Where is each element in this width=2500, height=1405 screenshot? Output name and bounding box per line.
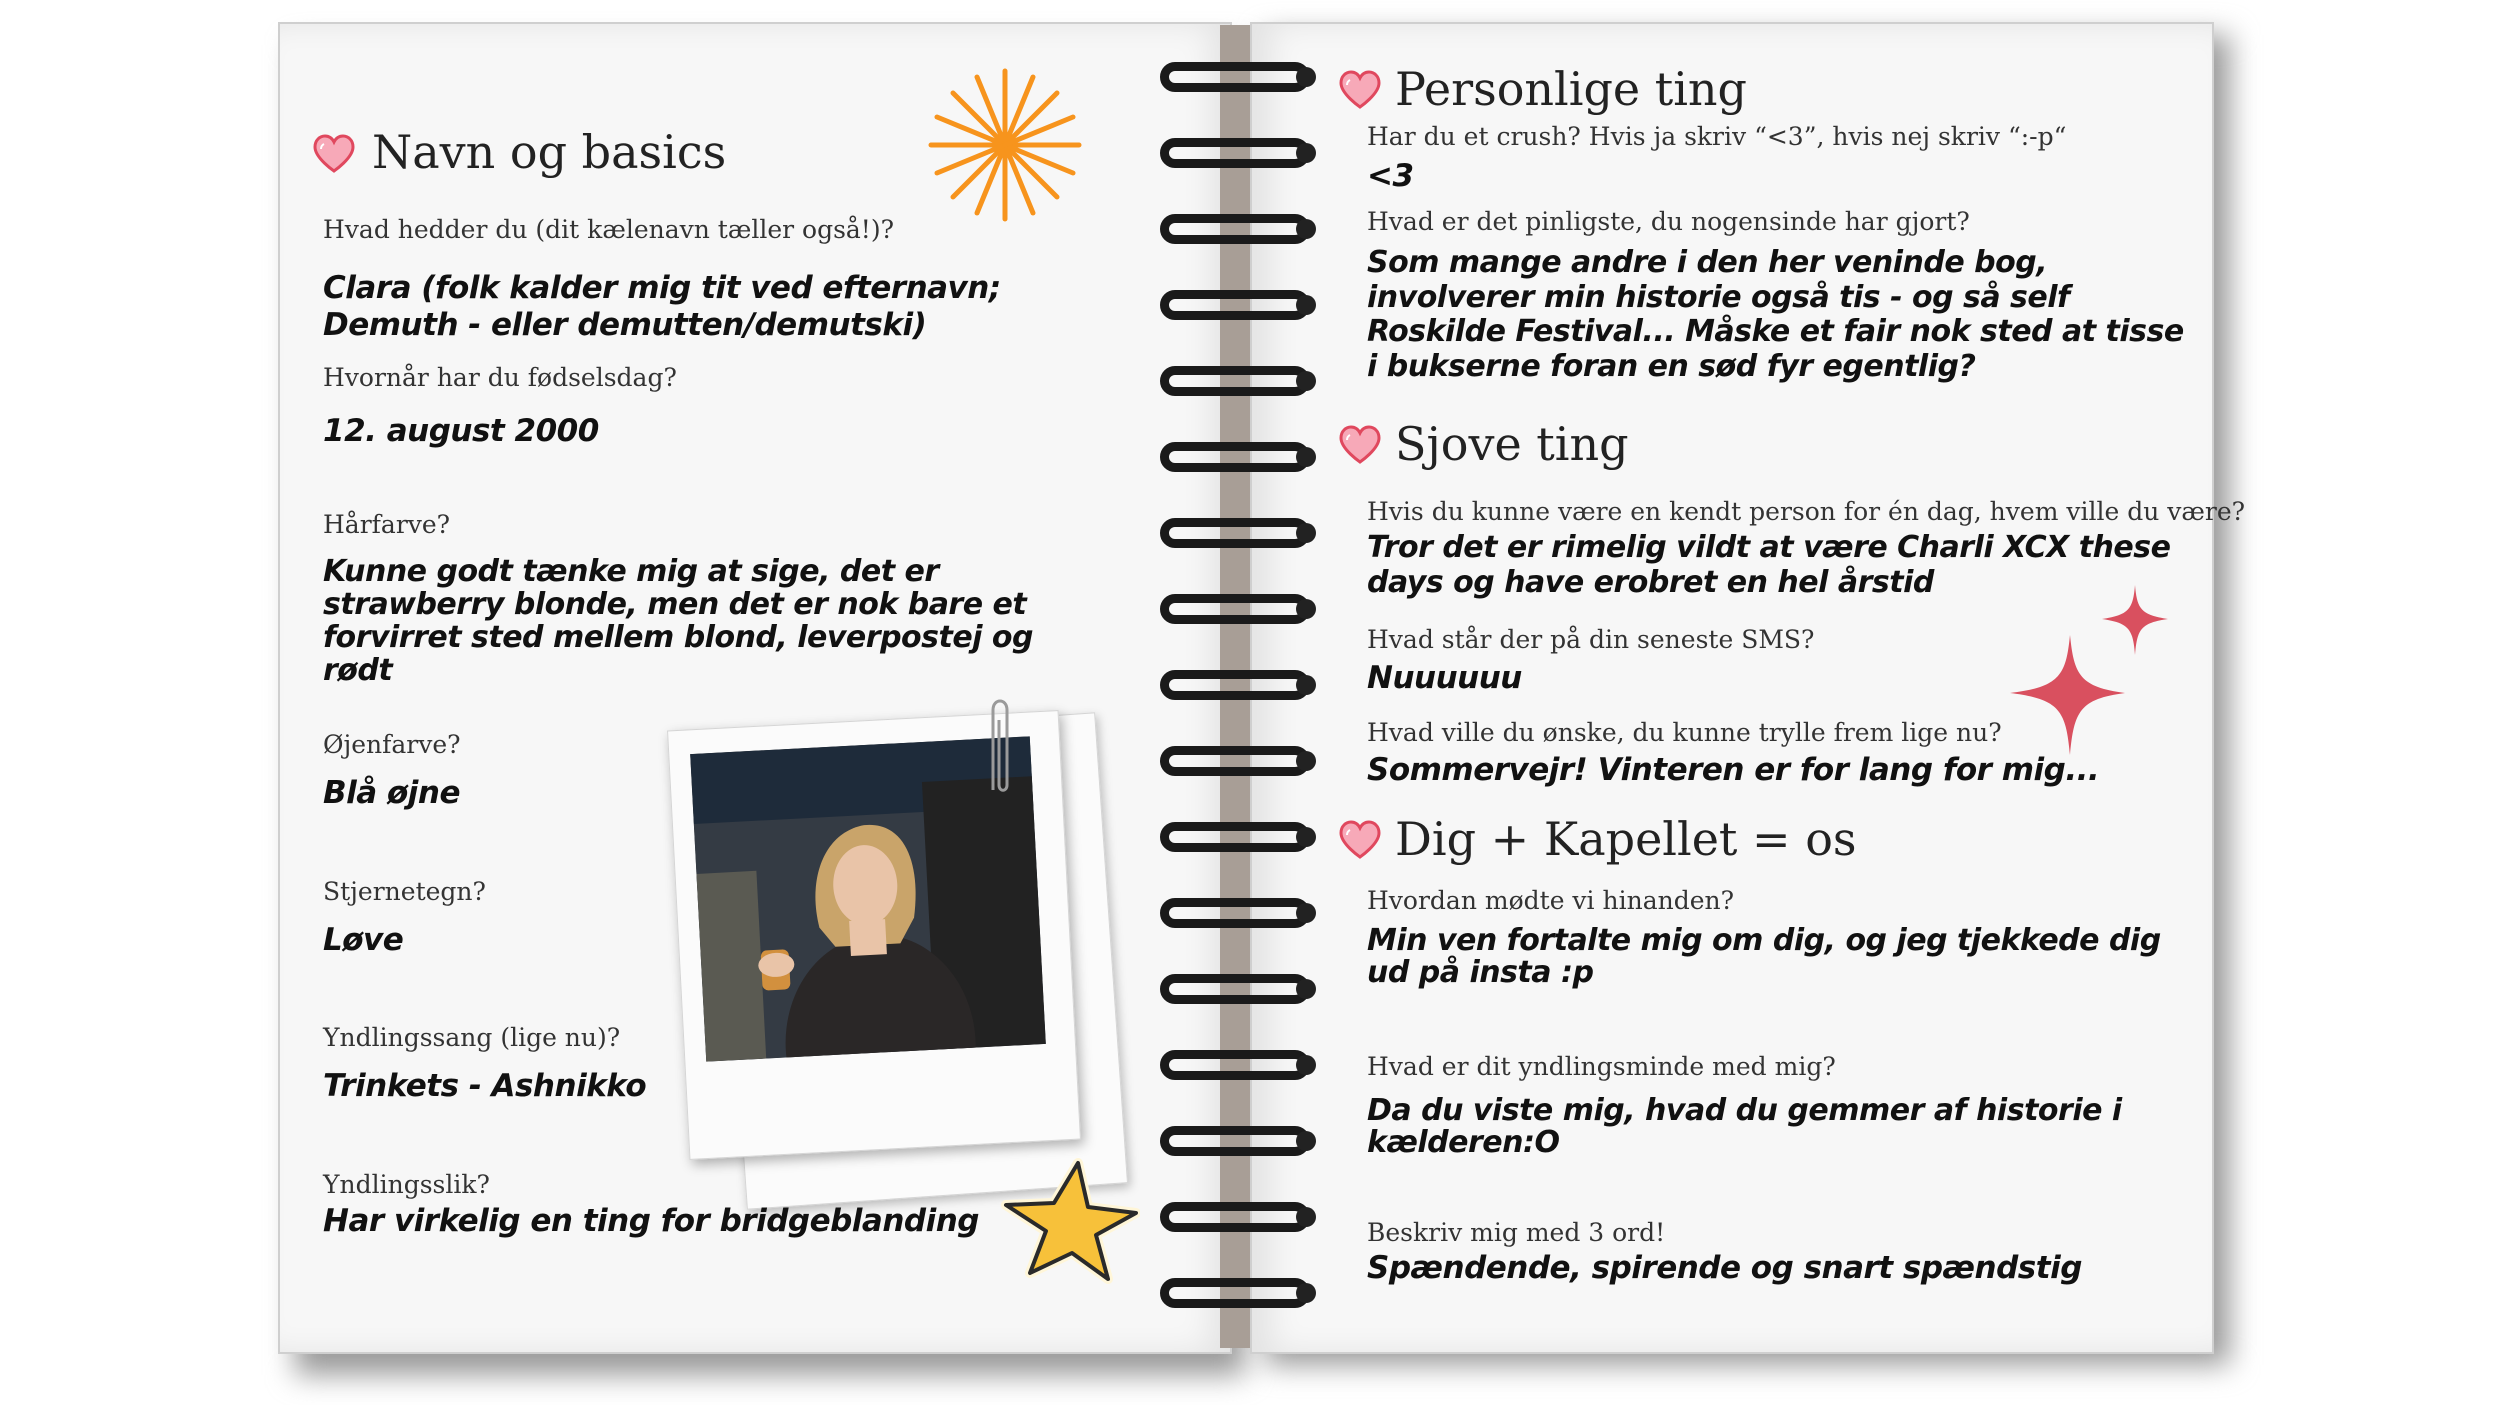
question-label: Hvornår har du fødselsdag?	[323, 363, 677, 392]
ring-hole	[1296, 67, 1316, 87]
answer-line: Clara (folk kalder mig tit ved efternavn;	[323, 270, 1001, 306]
answer-line: forvirret sted mellem blond, leverpostej og rødt	[323, 620, 1034, 688]
ring-hole	[1296, 903, 1316, 923]
question-label: Beskriv mig med 3 ord!	[1367, 1218, 1666, 1247]
section-heading: Dig + Kapellet = os	[1395, 812, 1857, 866]
answer-text	[323, 775, 723, 812]
question-label: Hårfarve?	[323, 510, 451, 539]
answer-line: Spændende, spirende og snart spændstig	[1367, 1250, 2082, 1286]
ring-hole	[1296, 1131, 1316, 1151]
ring-hole	[1296, 827, 1316, 847]
answer-text	[1367, 752, 2227, 789]
sun-burst-icon	[925, 65, 1085, 225]
question-label: Hvad står der på din seneste SMS?	[1367, 625, 1815, 654]
spiral-ring	[1160, 1202, 1310, 1232]
spiral-ring	[1160, 518, 1310, 548]
heart-icon	[312, 134, 356, 174]
answer-line: Sommervejr! Vinteren er for lang for mig...	[1367, 752, 2100, 788]
answer-line: Blå øjne	[323, 775, 460, 811]
answer-text	[1367, 530, 2227, 601]
answer-line: Har virkelig en ting for bridgeblanding	[323, 1203, 979, 1239]
answer-line: i bukserne foran en sød fyr egentlig?	[1367, 348, 1976, 384]
ring-hole	[1296, 295, 1316, 315]
answer-text	[1367, 158, 2067, 195]
answer-text	[1367, 925, 2227, 988]
answer-line: 12. august 2000	[323, 413, 599, 449]
answer-text	[1367, 1250, 2227, 1287]
answer-line: Som mange andre i den her veninde bog,	[1367, 245, 2048, 280]
question-label: Hvis du kunne være en kendt person for én dag, hvem ville du være?	[1367, 497, 2246, 526]
question-label: Hvad er det pinligste, du nogensinde har gjort?	[1367, 207, 1970, 236]
answer-line: days og have erobret en hel årstid	[1367, 565, 1934, 601]
ring-hole	[1296, 599, 1316, 619]
answer-line: ud på insta :p	[1367, 954, 1594, 990]
answer-line: Løve	[323, 922, 404, 958]
answer-text	[323, 922, 723, 959]
question-label: Hvad hedder du (dit kælenavn tæller også!)?	[323, 215, 895, 244]
sparkle-icon	[2000, 575, 2180, 775]
heart-icon	[1338, 425, 1382, 465]
section-heading: Sjove ting	[1395, 417, 1629, 471]
question-label: Yndlingssang (lige nu)?	[323, 1023, 621, 1052]
answer-line: <3	[1367, 158, 1414, 194]
ring-hole	[1296, 675, 1316, 695]
spiral-ring	[1160, 62, 1310, 92]
spiral-ring	[1160, 442, 1310, 472]
ring-hole	[1296, 523, 1316, 543]
spiral-ring	[1160, 290, 1310, 320]
spiral-ring	[1160, 214, 1310, 244]
answer-text	[323, 270, 1083, 343]
ring-hole	[1296, 143, 1316, 163]
heart-icon	[1338, 820, 1382, 860]
answer-line: Da du viste mig, hvad du gemmer af historie i	[1367, 1093, 2122, 1128]
question-label: Hvad ville du ønske, du kunne trylle frem lige nu?	[1367, 718, 2002, 747]
section-heading: Personlige ting	[1395, 62, 1748, 116]
heart-icon	[1338, 70, 1382, 110]
answer-text	[323, 1203, 1083, 1240]
answer-line: Tror det er rimelig vildt at være Charli XCX these	[1367, 530, 2171, 565]
spiral-ring	[1160, 822, 1310, 852]
spiral-ring	[1160, 1278, 1310, 1308]
spiral-ring	[1160, 594, 1310, 624]
ring-hole	[1296, 371, 1316, 391]
question-label: Yndlingsslik?	[323, 1170, 490, 1199]
question-label: Har du et crush? Hvis ja skriv “<3”, hvis nej skriv “:-p“	[1367, 122, 2067, 151]
answer-line: involverer min historie også tis - og så self	[1367, 279, 2070, 315]
answer-text	[323, 1068, 773, 1105]
ring-hole	[1296, 1055, 1316, 1075]
answer-line: Demuth - eller demutten/demutski)	[323, 306, 927, 343]
answer-line: kælderen:O	[1367, 1124, 1560, 1160]
ring-hole	[1296, 1207, 1316, 1227]
answer-text	[1367, 246, 2227, 384]
answer-line: Roskilde Festival... Måske et fair nok sted at tisse	[1367, 314, 2184, 349]
ring-hole	[1296, 219, 1316, 239]
spiral-ring	[1160, 746, 1310, 776]
spiral-ring	[1160, 670, 1310, 700]
answer-line: strawberry blonde, men det er nok bare et	[323, 587, 1027, 622]
question-label: Hvad er dit yndlingsminde med mig?	[1367, 1052, 1836, 1081]
spiral-ring	[1160, 974, 1310, 1004]
ring-hole	[1296, 1283, 1316, 1303]
answer-line: Nuuuuuu	[1367, 660, 1522, 696]
spiral-ring	[1160, 366, 1310, 396]
spiral-ring	[1160, 1050, 1310, 1080]
section-heading-basics: Navn og basics	[372, 125, 727, 179]
question-label: Hvordan mødte vi hinanden?	[1367, 886, 1735, 915]
answer-line: Min ven fortalte mig om dig, og jeg tjekkede dig	[1367, 923, 2161, 958]
answer-line: Kunne godt tænke mig at sige, det er	[323, 554, 939, 589]
answer-line: Trinkets - Ashnikko	[323, 1068, 647, 1104]
ring-hole	[1296, 447, 1316, 467]
ring-hole	[1296, 751, 1316, 771]
answer-text	[1367, 660, 1767, 697]
paper-clip-icon	[985, 690, 1015, 800]
spiral-ring	[1160, 898, 1310, 928]
question-label: Øjenfarve?	[323, 730, 461, 759]
spiral-ring	[1160, 1126, 1310, 1156]
answer-text	[323, 555, 1083, 687]
spiral-ring	[1160, 138, 1310, 168]
answer-text	[323, 413, 1023, 450]
answer-text	[1367, 1095, 2227, 1158]
question-label: Stjernetegn?	[323, 877, 486, 906]
ring-hole	[1296, 979, 1316, 999]
